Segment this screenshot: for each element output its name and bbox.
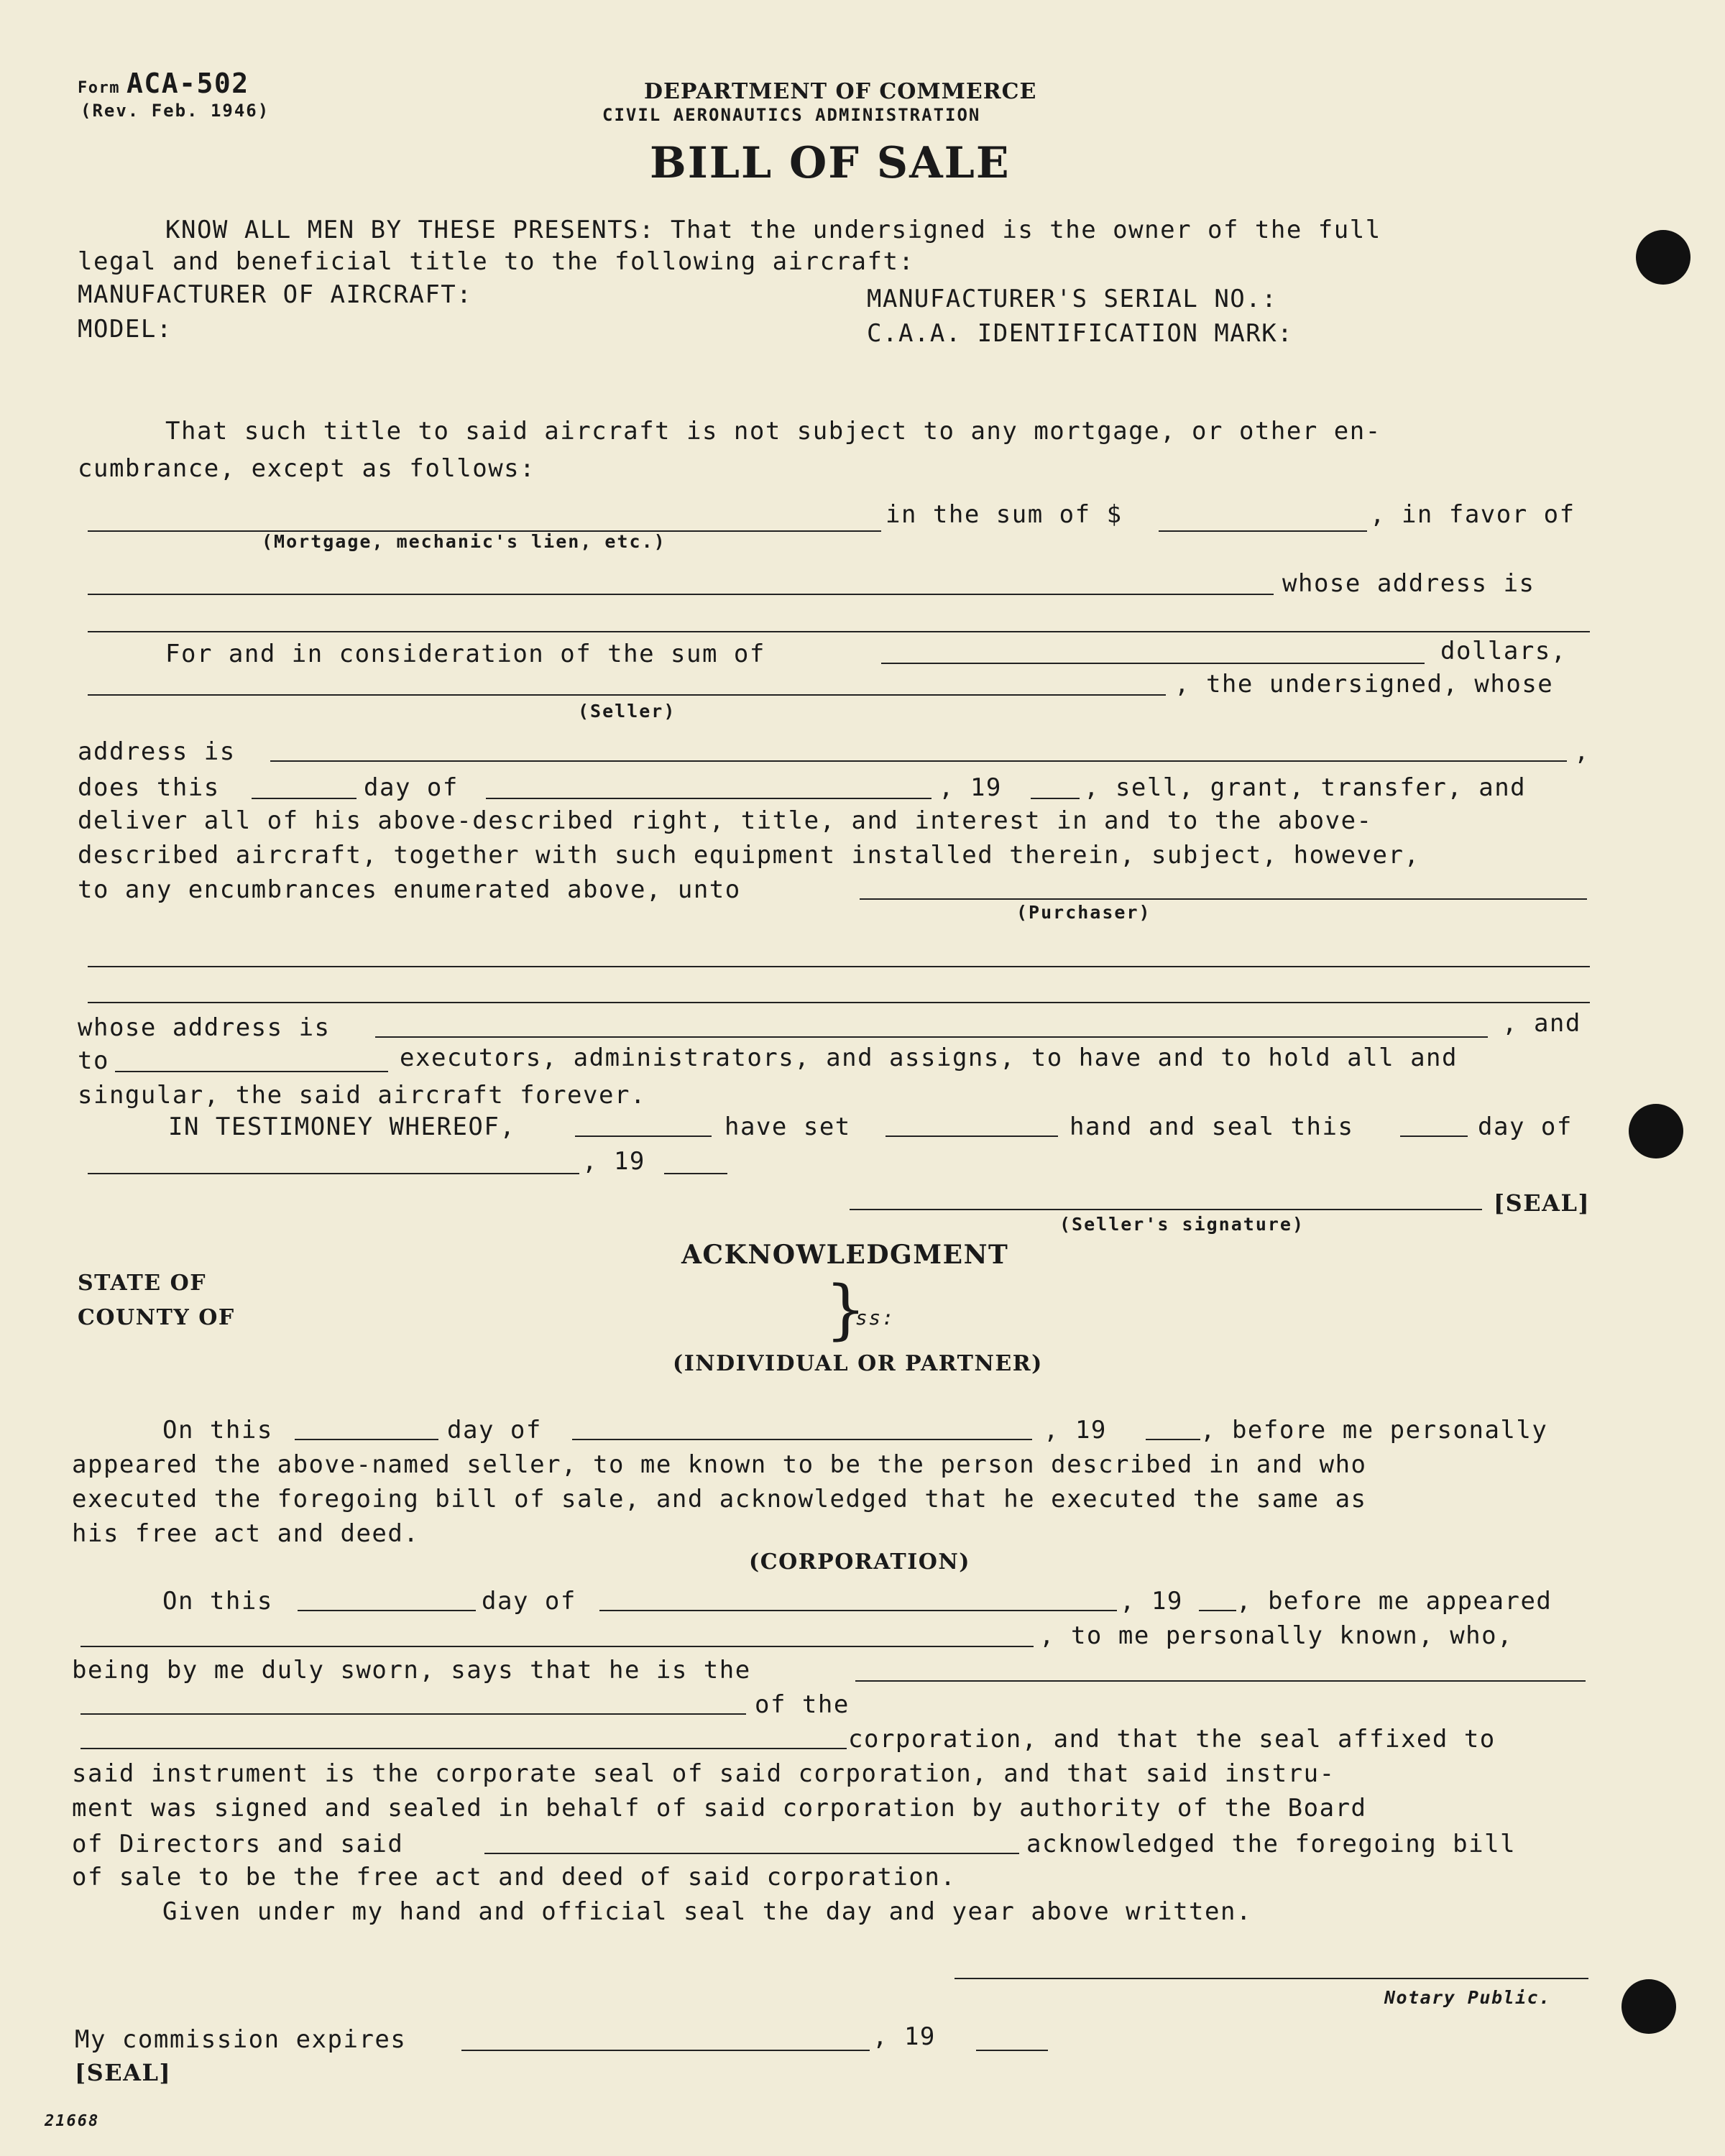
form-id: ACA-502 xyxy=(126,68,249,99)
purchaser-pronoun-field[interactable] xyxy=(115,1071,388,1072)
seller-signature-caption: (Seller's signature) xyxy=(1059,1214,1305,1235)
notary-caption: Notary Public. xyxy=(1384,1987,1551,2008)
favor-text: , in favor of xyxy=(1370,500,1576,529)
described-line: described aircraft, together with such equipment installed therein, subject, however, xyxy=(78,841,1420,870)
seller-caption: (Seller) xyxy=(578,701,676,722)
notary-signature-field[interactable] xyxy=(954,1978,1588,1979)
corp-officer-title-field-2[interactable] xyxy=(80,1713,746,1715)
encumbrance-line-1: That such title to said aircraft is not subject to any mortgage, or other en- xyxy=(165,417,1381,446)
corp-line-10: Given under my hand and official seal the day and year above written. xyxy=(162,1897,1252,1926)
ind-year-text: , 19 xyxy=(1044,1416,1107,1445)
caa-mark-label: C.A.A. IDENTIFICATION MARK: xyxy=(867,319,1294,348)
corp-year-text: , 19 xyxy=(1120,1587,1183,1616)
model-label: MODEL: xyxy=(78,315,172,344)
testimony-text: IN TESTIMONEY WHEREOF, xyxy=(168,1112,516,1141)
deliver-line: deliver all of his above-described right, title, and interest in and to the above- xyxy=(78,806,1373,835)
address-text: whose address is xyxy=(1282,569,1535,598)
punch-hole-bottom xyxy=(1622,1979,1676,2034)
encumbrances-line: to any encumbrances enumerated above, unto xyxy=(78,875,741,904)
purchaser-caption: (Purchaser) xyxy=(1016,902,1151,923)
ss-text: ss: xyxy=(855,1306,896,1330)
corp-name-field[interactable] xyxy=(80,1748,847,1749)
commission-text: My commission expires xyxy=(75,2025,407,2054)
form-revision: (Rev. Feb. 1946) xyxy=(80,101,270,121)
does-this-text: does this xyxy=(78,773,220,802)
purchaser-name-field[interactable] xyxy=(860,898,1587,900)
commission-year-text: , 19 xyxy=(873,2022,936,2051)
page-title: BILL OF SALE xyxy=(650,138,1011,188)
serial-field[interactable] xyxy=(1344,285,1560,313)
encumbrance-line-2: cumbrance, except as follows: xyxy=(78,454,536,483)
corp-officer-name-field[interactable] xyxy=(80,1646,1034,1647)
purchaser-line-2[interactable] xyxy=(88,966,1590,967)
testimony-year-field[interactable] xyxy=(664,1173,727,1174)
ind-on-this-text: On this xyxy=(162,1416,273,1445)
have-set-text: have set xyxy=(724,1112,851,1141)
purchaser-address-text: whose address is xyxy=(78,1013,331,1042)
sum-text: in the sum of $ xyxy=(886,500,1123,529)
ind-month-field[interactable] xyxy=(572,1439,1032,1440)
commission-date-field[interactable] xyxy=(461,2050,870,2051)
year-prefix-text: , 19 xyxy=(939,773,1002,802)
dollars-text: dollars, xyxy=(1440,637,1567,665)
ind-line-2: appeared the above-named seller, to me known to be the person described in and who xyxy=(72,1450,1367,1479)
seller-signature-field[interactable] xyxy=(850,1209,1482,1210)
purchaser-address-field[interactable] xyxy=(375,1036,1488,1038)
corp-officer-title-field[interactable] xyxy=(855,1680,1586,1682)
purchaser-line-3[interactable] xyxy=(88,1002,1590,1003)
intro-line-1: KNOW ALL MEN BY THESE PRESENTS: That the undersigned is the owner of the full xyxy=(165,216,1381,244)
punch-hole-top xyxy=(1636,230,1690,285)
form-prefix: Form xyxy=(78,79,120,97)
ind-line-3: executed the foregoing bill of sale, and acknowledged that he executed the same as xyxy=(72,1485,1367,1514)
corp-line-6: said instrument is the corporate seal of said corporation, and that said instru- xyxy=(72,1759,1335,1788)
and-text: , and xyxy=(1502,1009,1581,1038)
corp-known-text: , to me personally known, who, xyxy=(1039,1621,1514,1650)
punch-hole-middle xyxy=(1629,1104,1683,1158)
seller-address-field[interactable] xyxy=(270,760,1567,762)
model-field[interactable] xyxy=(201,315,632,344)
individual-heading: (INDIVIDUAL OR PARTNER) xyxy=(673,1351,1043,1376)
singular-text: singular, the said aircraft forever. xyxy=(78,1081,646,1110)
testimony-pronoun-field[interactable] xyxy=(886,1135,1058,1137)
corporation-heading: (CORPORATION) xyxy=(749,1549,971,1575)
ind-day-of-text: day of xyxy=(447,1416,542,1445)
hand-seal-text: hand and seal this xyxy=(1070,1112,1354,1141)
corp-line-9: of sale to be the free act and deed of said corporation. xyxy=(72,1863,957,1892)
serial-label: MANUFACTURER'S SERIAL NO.: xyxy=(867,285,1278,313)
notary-seal: [SEAL] xyxy=(75,2059,172,2086)
seller-name-field[interactable] xyxy=(88,694,1166,696)
testimony-year-text: , 19 xyxy=(582,1147,645,1176)
sale-month-field[interactable] xyxy=(486,798,932,799)
manufacturer-field[interactable] xyxy=(489,280,776,309)
corp-signer-field[interactable] xyxy=(484,1853,1019,1854)
ind-before-text: , before me personally xyxy=(1200,1416,1548,1445)
corp-acknowledged-text: acknowledged the foregoing bill xyxy=(1026,1830,1517,1858)
corp-sworn-text: being by me duly sworn, says that he is the xyxy=(72,1656,751,1685)
county-label: COUNTY OF xyxy=(78,1305,235,1330)
state-label: STATE OF xyxy=(78,1271,207,1296)
executors-text: executors, administrators, and assigns, to have and to hold all and xyxy=(400,1044,1458,1072)
acknowledgment-title: ACKNOWLEDGMENT xyxy=(681,1240,1009,1270)
corp-before-text: , before me appeared xyxy=(1236,1587,1552,1616)
testimony-day-of-text: day of xyxy=(1478,1112,1573,1141)
ind-day-field[interactable] xyxy=(295,1439,438,1440)
testimony-day-field[interactable] xyxy=(1400,1135,1468,1137)
day-of-text: day of xyxy=(364,773,459,802)
corp-on-this-text: On this xyxy=(162,1587,273,1616)
seller-seal: [SEAL] xyxy=(1494,1189,1591,1217)
manufacturer-label: MANUFACTURER OF AIRCRAFT: xyxy=(78,280,473,309)
corp-of-the-text: of the xyxy=(755,1690,850,1719)
to-text: to xyxy=(78,1046,109,1075)
lienholder-field[interactable] xyxy=(88,594,1274,595)
corp-day-field[interactable] xyxy=(298,1610,476,1611)
ind-year-field[interactable] xyxy=(1146,1439,1200,1440)
mortgage-caption: (Mortgage, mechanic's lien, etc.) xyxy=(262,531,666,552)
consideration-amount-field[interactable] xyxy=(881,663,1425,664)
undersigned-text: , the undersigned, whose xyxy=(1174,670,1554,699)
testimony-party-field[interactable] xyxy=(575,1135,712,1137)
department-name: DEPARTMENT OF COMMERCE xyxy=(644,79,1037,104)
address-comma: , xyxy=(1574,737,1590,766)
testimony-month-field[interactable] xyxy=(88,1173,579,1174)
corp-month-field[interactable] xyxy=(599,1610,1117,1611)
footer-code: 21668 xyxy=(45,2112,100,2130)
sell-grant-text: , sell, grant, transfer, and xyxy=(1084,773,1527,802)
commission-year-field[interactable] xyxy=(976,2050,1048,2051)
corp-year-field[interactable] xyxy=(1199,1610,1236,1611)
consideration-text: For and in consideration of the sum of xyxy=(165,640,765,668)
lienholder-address-field[interactable] xyxy=(88,631,1590,632)
sale-year-field[interactable] xyxy=(1031,798,1080,799)
intro-line-2: legal and beneficial title to the following aircraft: xyxy=(78,247,915,276)
corp-day-of-text: day of xyxy=(482,1587,576,1616)
venue-brace: } xyxy=(825,1272,867,1348)
caa-mark-field[interactable] xyxy=(1366,319,1552,348)
corp-seal-text: corporation, and that the seal affixed to xyxy=(848,1725,1496,1754)
sum-amount-field[interactable] xyxy=(1159,530,1367,532)
sale-day-field[interactable] xyxy=(252,798,356,799)
agency-name: CIVIL AERONAUTICS ADMINISTRATION xyxy=(602,105,981,125)
ind-line-4: his free act and deed. xyxy=(72,1519,420,1548)
corp-line-7: ment was signed and sealed in behalf of said corporation by authority of the Board xyxy=(72,1794,1367,1823)
address-is-text: address is xyxy=(78,737,236,766)
corp-directors-text: of Directors and said xyxy=(72,1830,404,1858)
